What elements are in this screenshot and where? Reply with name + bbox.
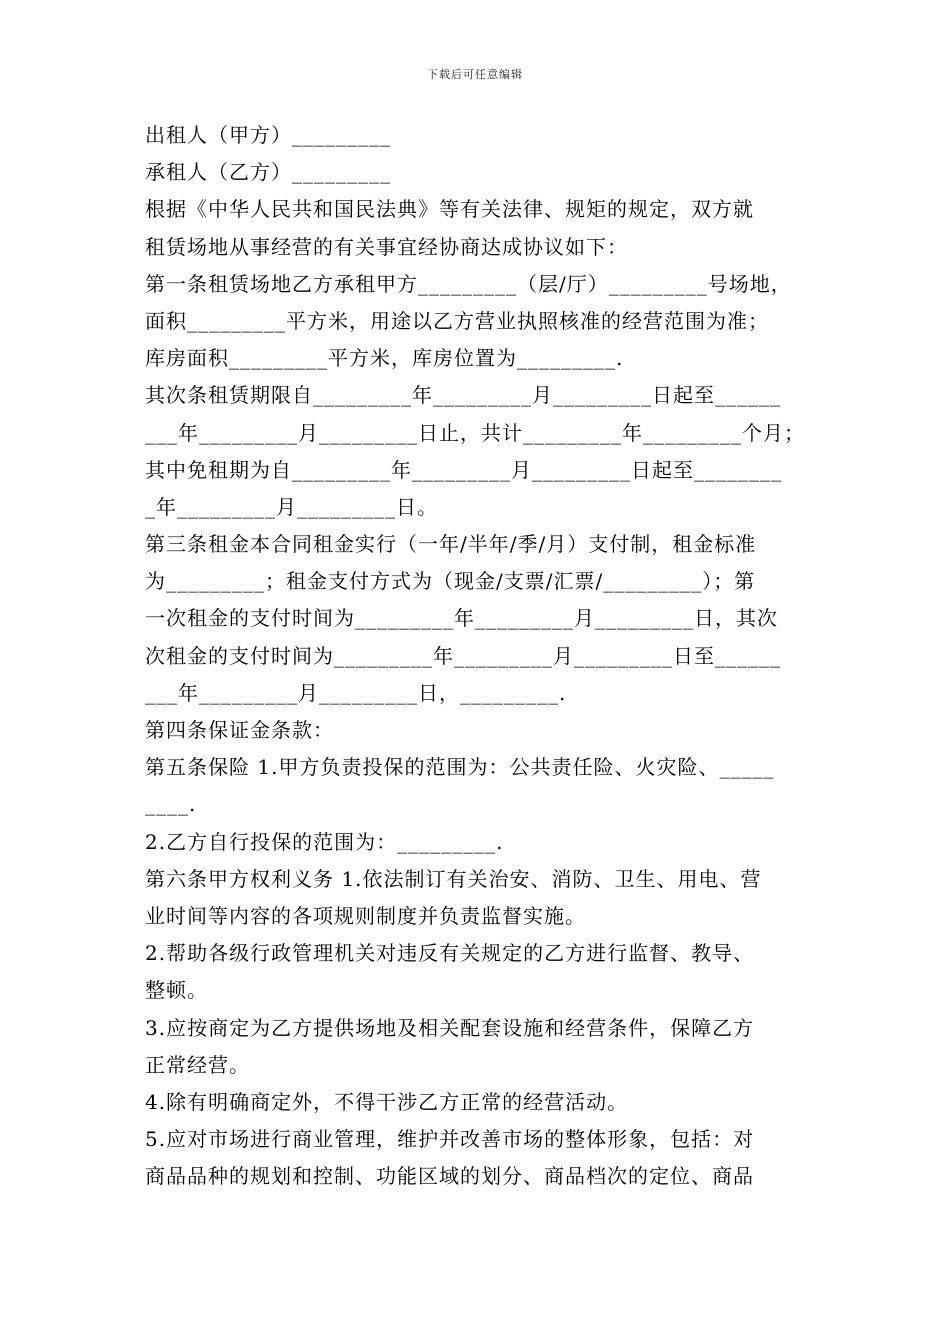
document-line: 商品品种的规划和控制、功能区域的划分、商品档次的定位、商品 xyxy=(145,1164,754,1189)
document-line: 第五条保险 1.甲方负责投保的范围为：公共责任险、火灾险、_____ xyxy=(145,755,775,780)
document-line: 一次租金的支付时间为_________年_________月_________日，其次 xyxy=(145,606,778,631)
document-line: 其中免租期为自_________年_________月_________日起至________ xyxy=(145,457,782,482)
document-line: 其次条租赁期限自_________年_________月_________日起至______ xyxy=(145,383,781,408)
document-line: 3.应按商定为乙方提供场地及相关配套设施和经营条件，保障乙方 xyxy=(145,1015,755,1040)
document-line: 2.帮助各级行政管理机关对违反有关规定的乙方进行监督、教导、 xyxy=(145,941,755,966)
document-line: 4.除有明确商定外，不得干涉乙方正常的经营活动。 xyxy=(145,1089,629,1114)
document-line: ___年_________月_________日止，共计_________年_________个月； xyxy=(145,420,805,445)
document-line: 根据《中华人民共和国民法典》等有关法律、规矩的规定，双方就 xyxy=(145,197,754,222)
document-line: 第六条甲方权利义务 1.依法制订有关治安、消防、卫生、用电、营 xyxy=(145,866,762,891)
document-line: 2.乙方自行投保的范围为：_________. xyxy=(145,829,504,854)
document-line: 库房面积_________平方米，库房位置为_________. xyxy=(145,346,624,371)
document-line: 为_________；租金支付方式为（现金/支票/汇票/_________）；第 xyxy=(145,569,756,594)
document-line: 次租金的支付时间为_________年_________月_________日至______ xyxy=(145,643,781,668)
document-line: 租赁场地从事经营的有关事宜经协商达成协议如下： xyxy=(145,234,628,259)
page-header: 下载后可任意编辑 xyxy=(427,68,523,81)
document-line: 出租人（甲方）_________ xyxy=(145,123,391,147)
document-line: 第四条保证金条款： xyxy=(145,718,334,742)
document-line: 第一条租赁场地乙方承租甲方_________（层/厅）_________号场地， xyxy=(145,271,792,296)
document-line: ____. xyxy=(145,792,197,817)
document-line: 承租人（乙方）_________ xyxy=(145,160,391,185)
document-line: 正常经营。 xyxy=(145,1052,250,1077)
document-line: 5.应对市场进行商业管理，维护并改善市场的整体形象，包括：对 xyxy=(145,1127,755,1152)
document-line: 业时间等内容的各项规则制度并负责监督实施。 xyxy=(145,903,586,928)
document-line: 第三条租金本合同租金实行（一年/半年/季/月）支付制，租金标准 xyxy=(145,532,757,557)
document-line: ___年_________月_________日，_________. xyxy=(145,680,567,705)
document-line: 面积_________平方米，用途以乙方营业执照核准的经营范围为准； xyxy=(145,308,769,333)
document-body xyxy=(145,117,810,1195)
document-line: _年_________月_________日。 xyxy=(145,494,438,519)
document-line: 整顿。 xyxy=(145,978,208,1003)
